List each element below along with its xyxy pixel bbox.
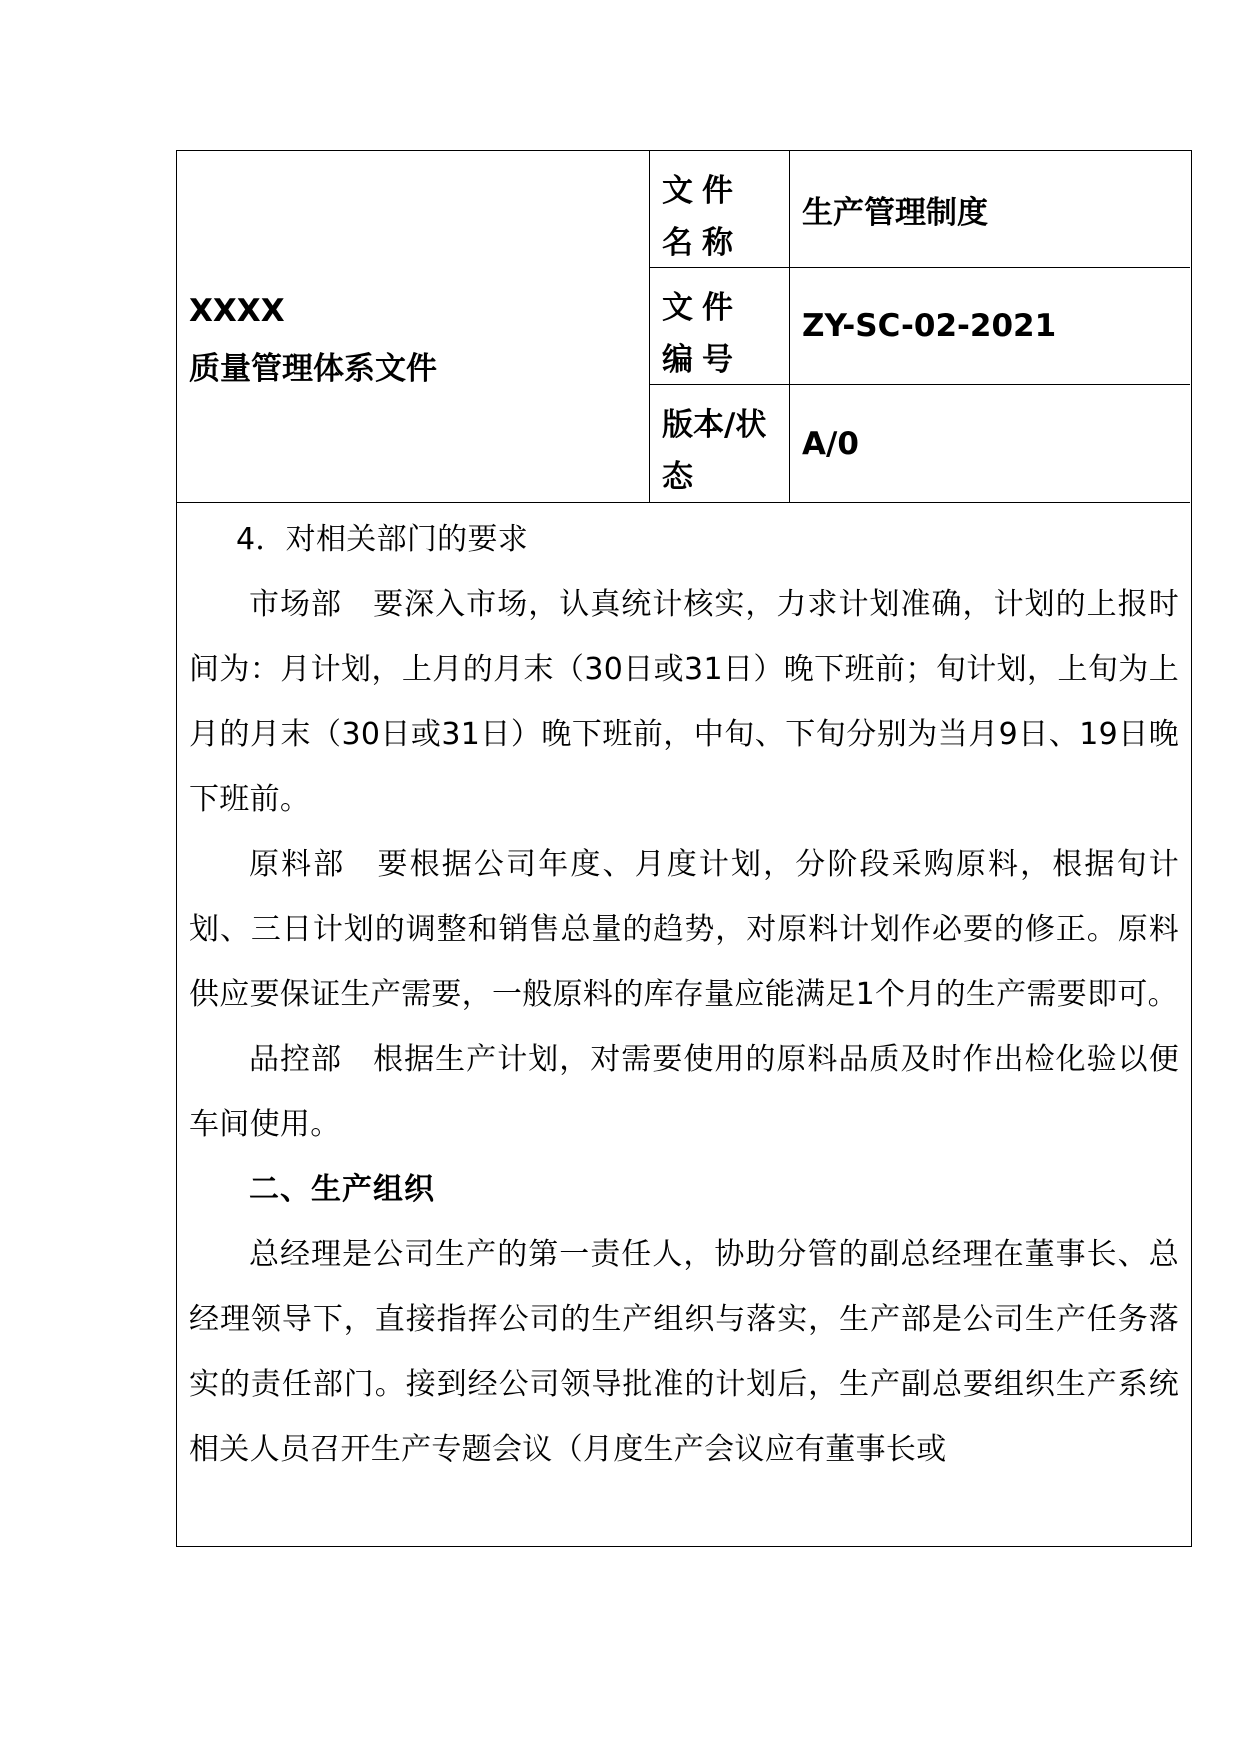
document-system-name: 质量管理体系文件: [189, 351, 437, 387]
document-header-table: [177, 151, 1190, 503]
quality-department-paragraph: 品控部 根据生产计划，对需要使用的原料品质及时作出检化验以便车间使用。: [189, 1042, 1179, 1142]
version-status-value: A/0: [802, 425, 859, 462]
document-body: [189, 507, 1179, 1482]
version-status-label: 版本/状态: [650, 385, 790, 502]
organization-cell: [177, 151, 650, 502]
material-department-paragraph: 原料部 要根据公司年度、月度计划，分阶段采购原料，根据旬计划、三日计划的调整和销售总量的趋势，对原料计划作必要的修正。原料供应要保证生产需要，一般原料的库存量应能满足1个月的生产需要即可。: [189, 847, 1179, 1012]
production-organization-paragraph: 总经理是公司生产的第一责任人，协助分管的副总经理在董事长、总经理领导下，直接指挥公司的生产组织与落实，生产部是公司生产任务落实的责任部门。接到经公司领导批准的计划后，生产副总要组织生产系统相关人员召开生产专题会议（月度生产会议应有董事长或: [189, 1237, 1179, 1467]
production-organization-heading: 二、生产组织: [249, 1172, 435, 1207]
file-name-value: 生产管理制度: [802, 194, 988, 231]
file-name-row: [650, 151, 1190, 268]
market-department-paragraph: 市场部 要深入市场，认真统计核实，力求计划准确，计划的上报时间为：月计划，上月的月末（30日或31日）晚下班前；旬计划，上旬为上月的月末（30日或31日）晚下班前，中旬、下旬分别为当月9日、19日晚下班前。: [189, 587, 1179, 817]
document-frame: [176, 150, 1192, 1547]
file-number-label: 文件编号: [650, 268, 790, 384]
file-name-label: 文件名称: [650, 151, 790, 267]
version-status-row: [650, 385, 1190, 502]
department-requirements-heading: 4．对相关部门的要求: [236, 522, 529, 557]
organization-name: XXXX: [189, 293, 285, 329]
file-number-value: ZY-SC-02-2021: [802, 308, 1057, 344]
organization-title: [189, 282, 437, 398]
file-number-row: [650, 268, 1190, 385]
